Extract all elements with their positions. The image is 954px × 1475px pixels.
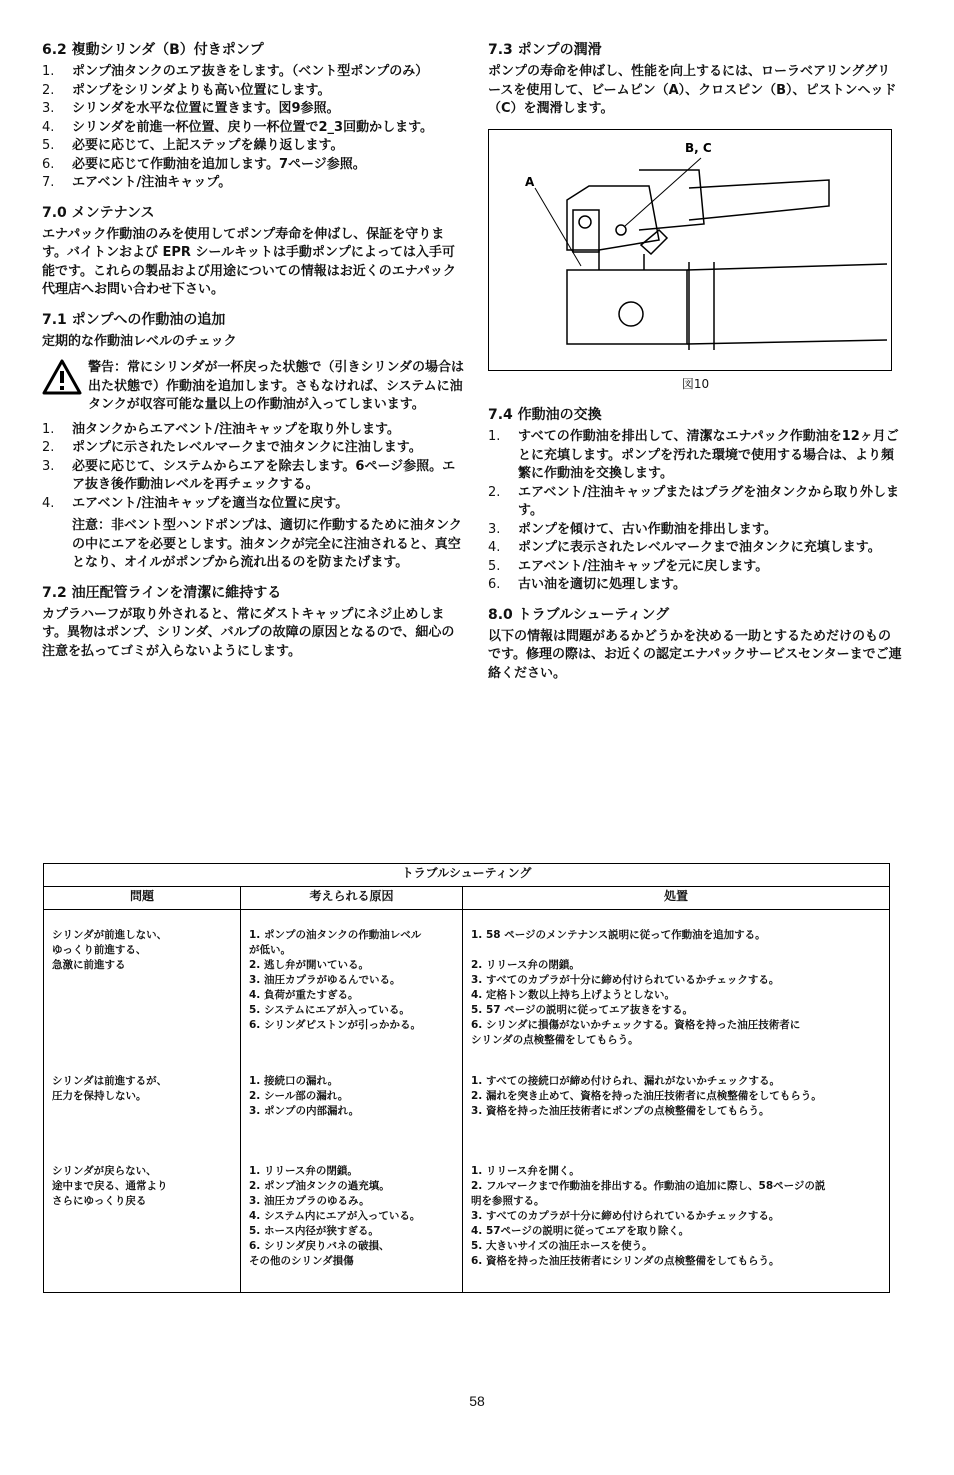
section-title: 7.1 ポンプへの作動油の追加 [42, 311, 226, 328]
table-title: トラブルシューティング [44, 864, 890, 887]
list-item: 5. エアベント/注油キャップを元に戻します。 [488, 558, 769, 574]
section-7-4 [488, 405, 903, 595]
step-list [42, 421, 467, 514]
list-item: 1. すべての作動油を排出して、清潔なエナパック作動油を12ヶ月ごとに充填します。ポンプを汚れた環境で使用する場合は、より頻繁に作動油を交換します。 [488, 429, 899, 481]
section-7-1 [42, 310, 467, 573]
troubleshooting-table [43, 863, 890, 1293]
warning-text: 警告：常にシリンダが一杯戻った状態で（引きシリンダの場合は出た状態で）作動油を追加します。さもなければ、システムに油タンクが収容可能な量以上の作動油が入ってしまいます。 [88, 360, 464, 412]
section-7-0 [42, 203, 467, 300]
section-title: 7.4 作動油の交換 [488, 407, 602, 423]
figure-10-pump-drawing [488, 129, 892, 371]
section-body: 以下の情報は問題があるかどうかを決める一助とするためだけのものです。修理の際は、お近くの認定エナパックサービスセンターまでご連絡ください。 [488, 628, 902, 681]
list-item: 3. ポンプを傾けて、古い作動油を排出します。 [488, 521, 777, 537]
table-row [44, 910, 890, 1293]
section-body: ポンプの寿命を伸ばし、性能を向上するには、ローラベアリンググリースを使用して、ビームピン（A）、クロスピン（B）、ピストンヘッド（C）を潤滑します。 [488, 64, 897, 116]
list-item: 1. ポンプ油タンクのエア抜きをします。（ベント型ポンプのみ） [42, 64, 429, 79]
page-number: 58 [469, 1393, 485, 1409]
warning-block [42, 359, 467, 415]
pump-illustration [489, 130, 891, 370]
section-6-2 [42, 40, 467, 193]
step-list [488, 428, 903, 595]
cause-cell: 1. ポンプの油タンクの作動油レベル が低い。 2. 逃し弁が開いている。 3. 油圧カプラがゆるんでいる。 4. 負荷が重たすぎる。 5. システムにエアが入っている。 6. シリンダピストンが引っかかる。 1. 接続口の漏れ。 2. シール部の漏れ。 3. ポンプの内部漏れ。 1. リリース弁の閉鎖。 2. ポンプ油タンクの過充填。 3. 油圧カプラのゆるみ。 4. システム内にエアが入っている。 5. ホース内径が狭すぎる。 6. シリンダ戻りバネの破損、 その他のシリンダ損傷 [241, 910, 463, 1293]
list-item: 7. エアベント/注油キャップ。 [42, 175, 232, 190]
list-item: 5. 必要に応じて、上記ステップを繰り返します。 [42, 138, 344, 153]
figure-label-a: A [525, 174, 535, 189]
right-column [488, 40, 903, 693]
section-7-2 [42, 583, 467, 662]
list-item: 3. 必要に応じて、システムからエアを除去します。6ページ参照。エア抜き後作動油レベルを再チェックする。 [42, 458, 456, 492]
list-item: 1. 油タンクからエアベント/注油キャップを取り外します。 [42, 421, 400, 437]
note-text: 注意：非ベント型ハンドポンプは、適切に作動するために油タンクの中にエアを必要とします。油タンクが完全に注油されると、真空となり、オイルがポンプから流れ出るのを防またげます。 [72, 518, 462, 570]
column-header-problem: 問題 [44, 887, 241, 910]
section-title: 7.0 メンテナンス [42, 204, 155, 221]
list-item: 6. 古い油を適切に処理します。 [488, 577, 686, 592]
warning-icon [42, 359, 82, 402]
left-column [42, 40, 467, 671]
list-item: 4. ポンプに表示されたレベルマークまで油タンクに充填します。 [488, 540, 881, 555]
column-header-action: 処置 [463, 887, 890, 910]
section-title: 7.2 油圧配管ラインを清潔に維持する [42, 584, 282, 601]
list-item: 2. ポンプをシリンダよりも高い位置にします。 [42, 82, 331, 98]
list-item: 6. 必要に応じて作動油を追加します。7ページ参照。 [42, 156, 366, 172]
problem-cell: シリンダが前進しない、 ゆっくり前進する、 急激に前進する シリンダは前進するが、 圧力を保持しない。 シリンダが戻らない、 途中まで戻る、通常より さらにゆっくり戻る [44, 910, 241, 1293]
section-title: 8.0 トラブルシューティング [488, 606, 670, 623]
list-item: 2. エアベント/注油キャップまたはプラグを油タンクから取り外します。 [488, 484, 899, 518]
section-subtitle: 定期的な作動油レベルのチェック [42, 333, 237, 349]
figure-caption: 図10 [681, 376, 710, 391]
list-item: 4. シリンダを前進一杯位置、戻り一杯位置で2_3回動かします。 [42, 119, 434, 135]
section-8-0 [488, 605, 903, 684]
list-item: 4. エアベント/注油キャップを適当な位置に戻す。 [42, 495, 349, 511]
section-body: カプラハーフが取り外されると、常にダストキャップにネジ止めします。異物はポンプ、シリンダ、バルブの故障の原因となるので、細心の注意を払ってゴミが入らないようにします。 [42, 606, 455, 659]
section-title: 6.2 複動シリンダ（B）付きポンプ [42, 42, 264, 58]
step-list [42, 63, 467, 193]
action-cell: 1. 58 ページのメンテナンス説明に従って作動油を追加する。 2. リリース弁の閉鎖。 3. すべてのカプラが十分に締め付けられているかチェックする。 4. 定格トン数以上持ち上げようとしない。 5. 57 ページの説明に従ってエア抜きをする。 6. シリンダに損傷がないかチェックする。資格を持った油圧技術者に シリンダの点検整備をしてもらう。 1. すべての接続口が締め付けられ、漏れがないかチェックする。 2. 漏れを突き止めて、資格を持った油圧技術者に点検整備をしてもらう。 3. 資格を持った油圧技術者にポンプの点検整備をしてもらう。 1. リリース弁を開く。 2. フルマークまで作動油を排出する。作動油の追加に際し、58ページの説 明を参照する。 3. すべてのカプラが十分に締め付けられているかチェックする。 4. 57ページの説明に従ってエアを取り除く。 5. 大きいサイズの油圧ホースを使う。 6. 資格を持った油圧技術者にシリンダの点検整備をしてもらう。 [463, 910, 890, 1293]
list-item: 3. シリンダを水平な位置に置きます。図9参照。 [42, 101, 340, 116]
section-7-3 [488, 40, 903, 119]
figure-label-bc: B, C [685, 140, 712, 155]
list-item: 2. ポンプに示されたレベルマークまで油タンクに注油します。 [42, 440, 422, 455]
section-body: エナパック作動油のみを使用してポンプ寿命を伸ばし、保証を守ります。バイトンおよび EPR シールキットは手動ポンプによっては入手可能です。これらの製品および用途についての情報はお近くのエナパック代理店へお問い合わせ下さい。 [42, 226, 456, 297]
section-title: 7.3 ポンプの潤滑 [488, 42, 602, 58]
column-header-cause: 考えられる原因 [241, 887, 463, 910]
